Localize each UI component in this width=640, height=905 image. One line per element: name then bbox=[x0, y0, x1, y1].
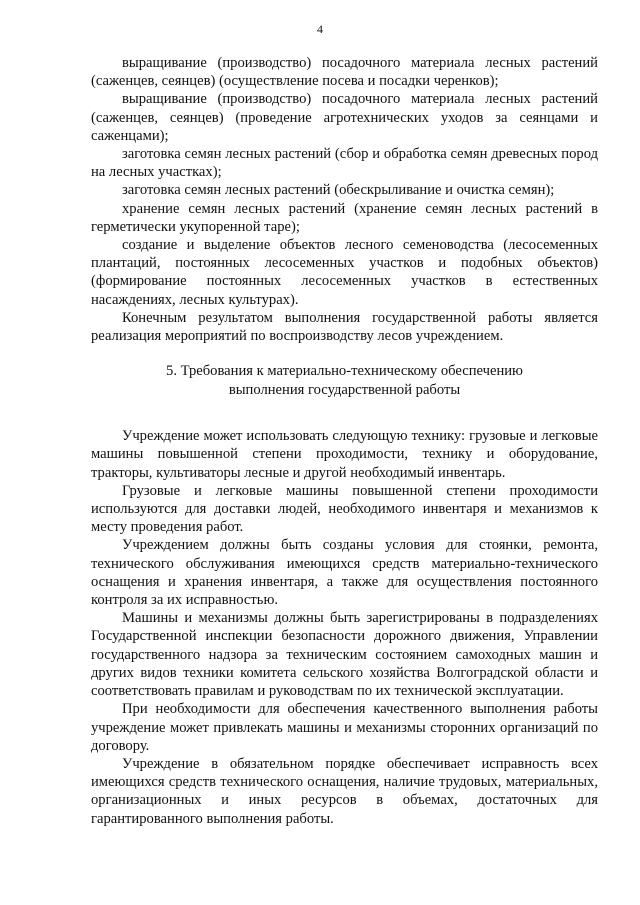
section-title-line-2: выполнения государственной работы bbox=[228, 381, 461, 398]
list-item: заготовка семян лесных растений (обескрыливание и очистка семян); bbox=[122, 182, 555, 199]
section-title-line-1: 5. Требования к материально-техническому обеспечению bbox=[166, 363, 523, 380]
document-body bbox=[91, 54, 598, 828]
paragraph: При необходимости для обеспечения качественного выполнения работы учреждение может привлекать машины и механизмы сторонних организаций по договору. bbox=[91, 701, 598, 754]
result-paragraph: Конечным результатом выполнения государственной работы является реализация мероприятий по воспроизводству лесов учреждением. bbox=[91, 309, 598, 345]
paragraph: Машины и механизмы должны быть зарегистрированы в подразделениях Государственной инспекции безопасности дорожного движения, Управлении государственного надзора за техническим состоянием самоходных машин и других видов техники комитета сельского хозяйства Волгоградской области и соответствовать правилам и руководствам по их технической эксплуатации. bbox=[91, 610, 598, 700]
list-item: хранение семян лесных растений (хранение семян лесных растений в герметически укупоренной таре); bbox=[91, 200, 598, 235]
paragraph: Учреждением должны быть созданы условия для стоянки, ремонта, технического обслуживания имеющихся средств материально-технического оснащения и хранения инвентаря, а также для осуществления постоянного контроля за их исправностью. bbox=[91, 537, 598, 609]
page-number: 4 bbox=[317, 22, 323, 36]
paragraph: Грузовые и легковые машины повышенной степени проходимости используются для доставки людей, необходимого инвентаря и механизмов к месту проведения работ. bbox=[91, 482, 598, 536]
paragraph: Учреждение в обязательном порядке обеспечивает исправность всех имеющихся средств технического оснащения, наличие трудовых, материальных, организационных и иных ресурсов в объемах, достаточных для гарантированного выполнения работы. bbox=[91, 755, 598, 827]
paragraph: Учреждение может использовать следующую технику: грузовые и легковые машины повышенной степени проходимости, технику и оборудование, тракторы, культиваторы лесные и другой необходимый инвентарь. bbox=[91, 428, 598, 481]
section-title bbox=[91, 362, 598, 399]
list-item: заготовка семян лесных растений (сбор и обработка семян древесных пород на лесных участках); bbox=[91, 146, 598, 181]
list-item: выращивание (производство) посадочного материала лесных растений (саженцев, сеянцев) (проведение агротехнических уходов за сеянцами и саженцами); bbox=[91, 91, 598, 144]
list-item: выращивание (производство) посадочного материала лесных растений (саженцев, сеянцев) (осуществление посева и посадки черенков); bbox=[91, 55, 598, 90]
list-item: создание и выделение объектов лесного семеноводства (лесосеменных плантаций, постоянных лесосеменных участков и подобных объектов) (формирование постоянных лесосеменных участков в естественных насаждениях, лесных культурах). bbox=[91, 237, 598, 308]
